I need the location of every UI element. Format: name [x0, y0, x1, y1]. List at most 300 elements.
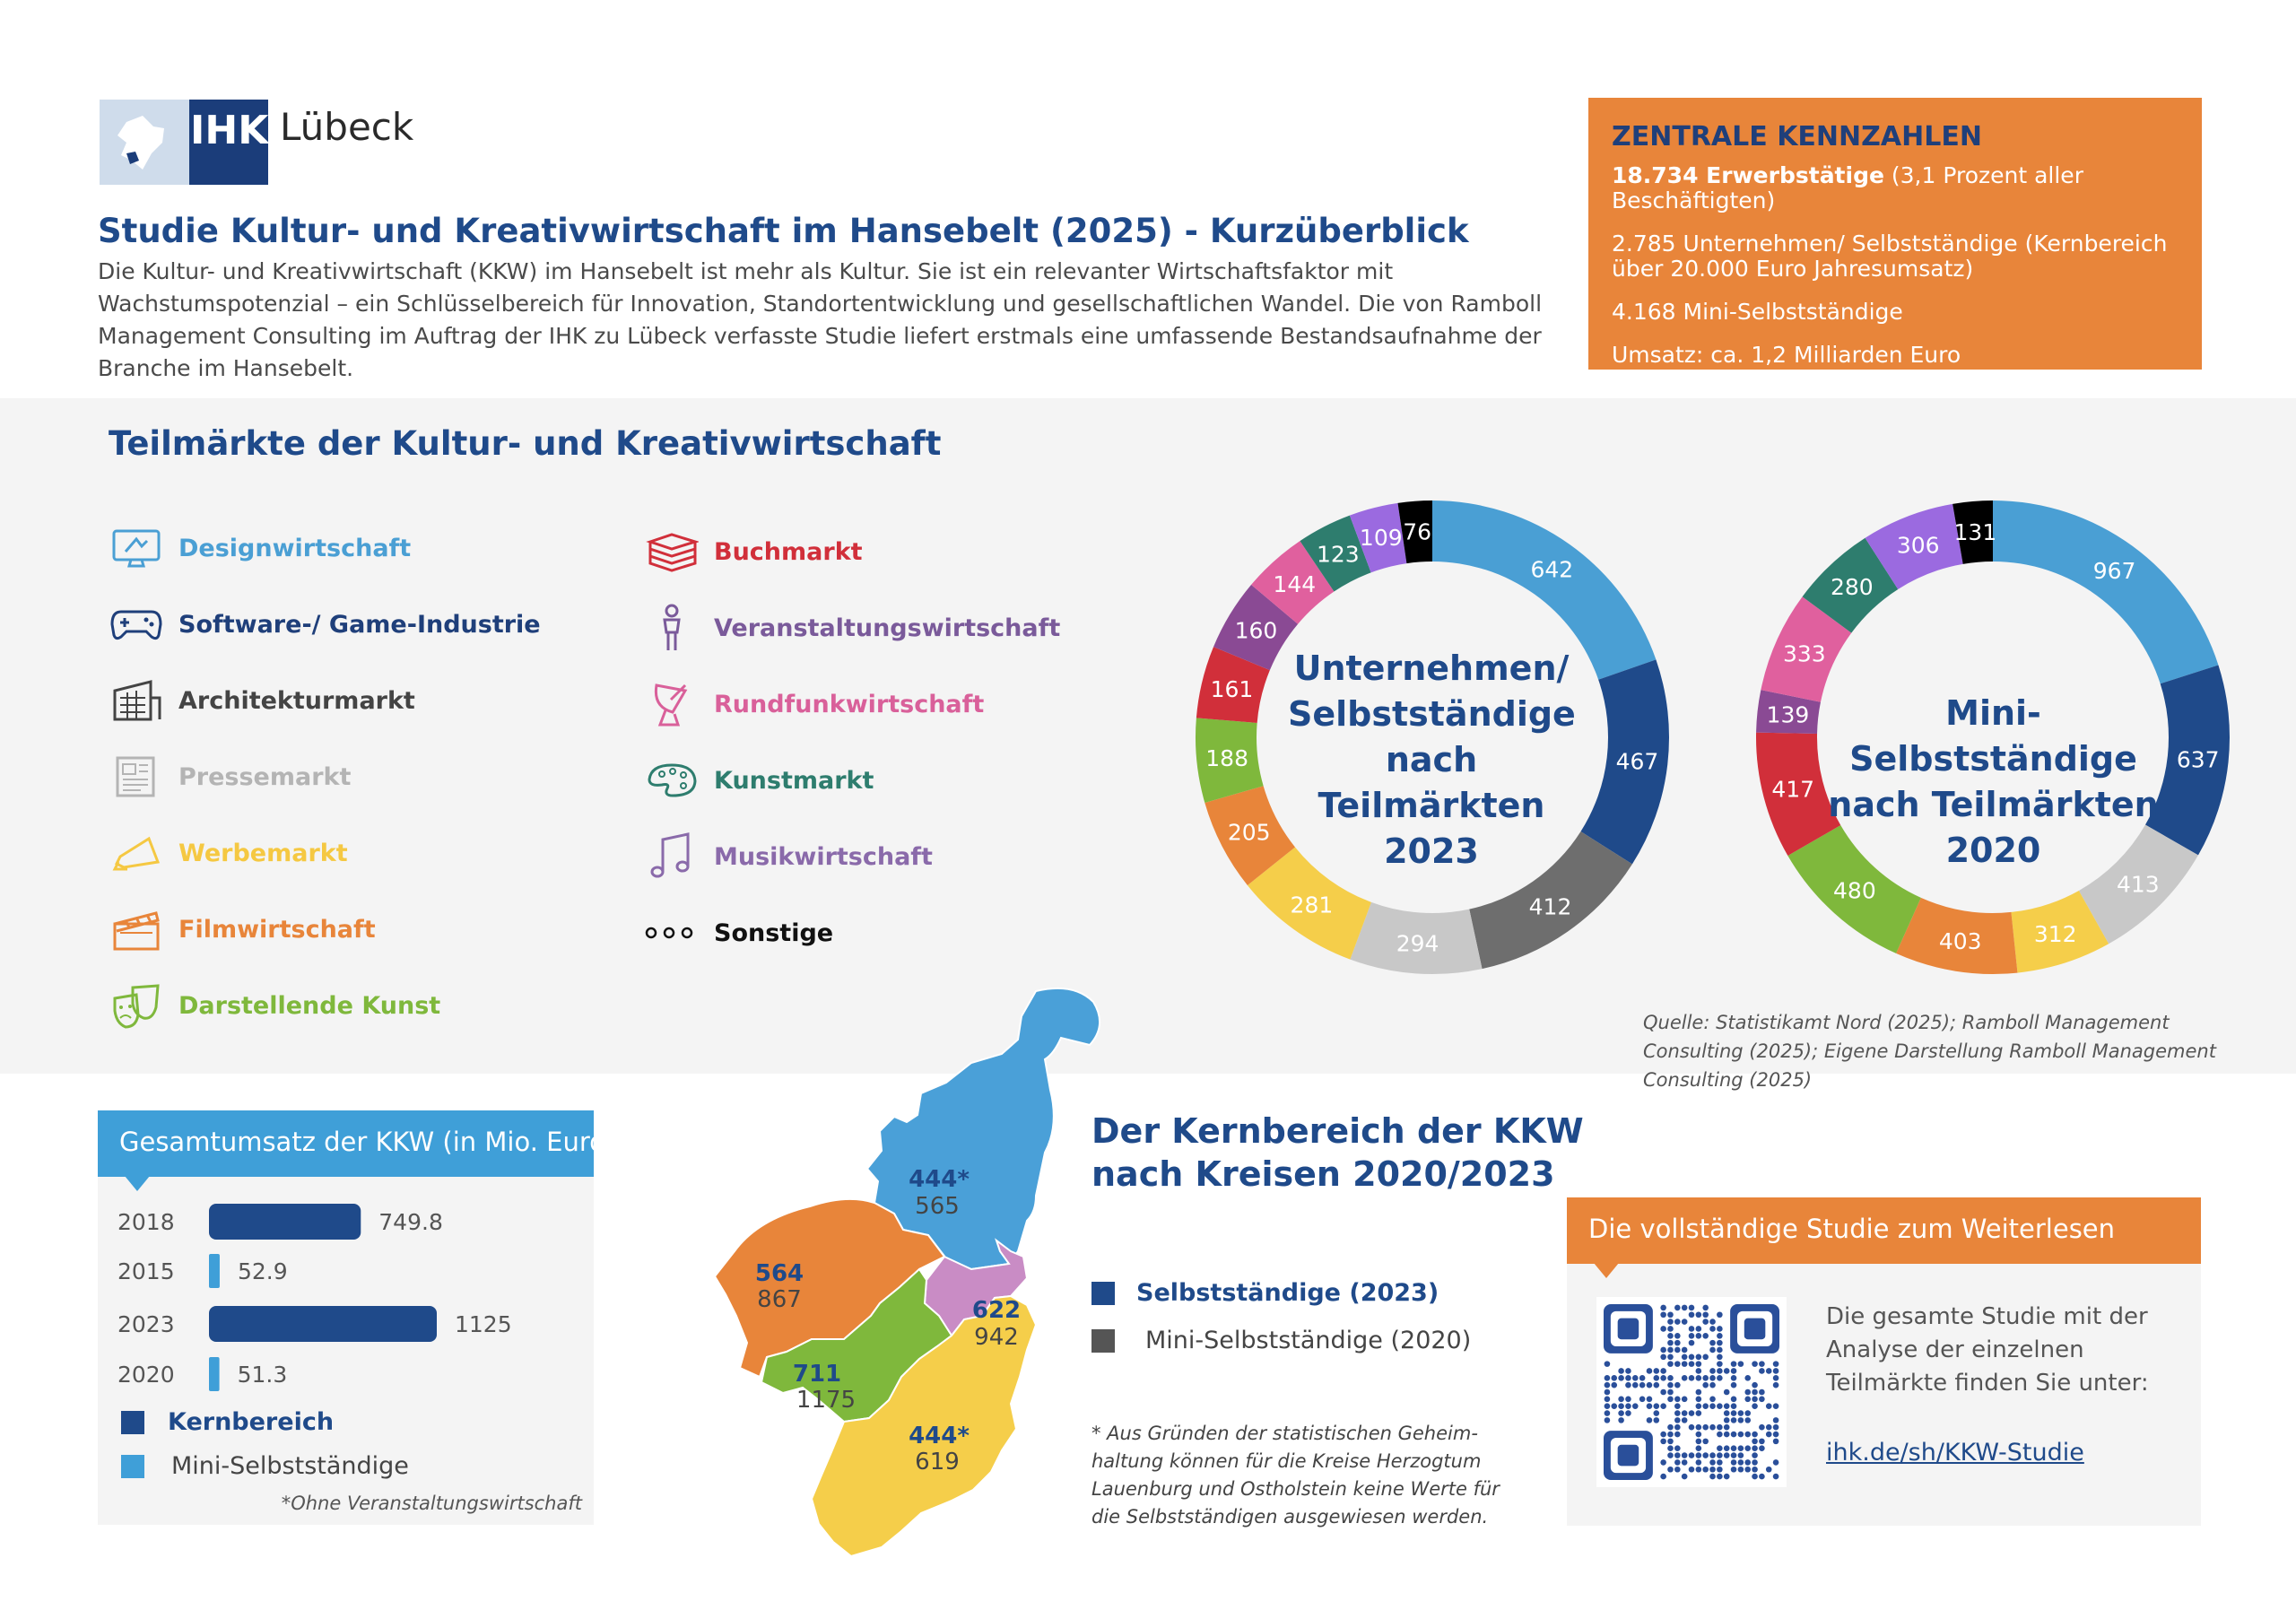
qr-module	[1702, 1305, 1709, 1311]
rev-value-3: 51.3	[237, 1362, 288, 1388]
map-legend-label-mini: Mini-Selbstständige (2020)	[1145, 1327, 1472, 1354]
qr-module	[1759, 1424, 1765, 1431]
revenue-legend-swatch-mini	[121, 1455, 144, 1478]
palette-icon	[644, 758, 700, 803]
qr-module	[1752, 1474, 1758, 1480]
donut-2-label-6: 417	[1771, 776, 1815, 803]
qr-module	[1674, 1333, 1681, 1339]
qr-module	[1632, 1403, 1639, 1409]
qr-module	[1717, 1445, 1723, 1451]
qr-module	[1618, 1403, 1624, 1409]
donut-2-label-3: 312	[2033, 921, 2077, 948]
qr-module	[1632, 1382, 1639, 1388]
qr-module	[1766, 1432, 1772, 1438]
qr-module	[1738, 1432, 1744, 1438]
rev-year-2: 2023	[117, 1311, 175, 1337]
qr-module	[1717, 1354, 1723, 1361]
qr-module	[1738, 1445, 1744, 1451]
qr-module	[1632, 1375, 1639, 1381]
qr-module	[1660, 1305, 1666, 1311]
qr-module	[1709, 1452, 1716, 1458]
qr-module	[1682, 1354, 1688, 1361]
qr-module	[1752, 1452, 1758, 1458]
donut-2-label-7: 139	[1766, 701, 1810, 728]
legend-item-broadcast	[644, 682, 1060, 727]
rev-year-3: 2020	[117, 1362, 175, 1388]
donut-1-label-11: 109	[1359, 525, 1403, 552]
map-value-lauenburg-2023: 444*	[909, 1423, 970, 1449]
qr-module	[1647, 1417, 1653, 1423]
legend-label-design: Designwirtschaft	[178, 534, 412, 562]
qr-module	[1682, 1375, 1688, 1381]
revenue-chart-title: Gesamtumsatz der KKW (in Mio. Euro)*	[98, 1110, 594, 1177]
qr-module	[1674, 1445, 1681, 1451]
qr-module	[1738, 1417, 1744, 1423]
rev-bar-0	[209, 1204, 361, 1240]
revenue-legend	[121, 1408, 409, 1480]
qr-module	[1667, 1319, 1674, 1325]
qr-module	[1724, 1368, 1730, 1374]
qr-module	[1759, 1368, 1765, 1374]
qr-module	[1752, 1389, 1758, 1396]
rev-value-0: 749.8	[378, 1209, 443, 1235]
qr-module	[1702, 1439, 1709, 1445]
qr-module	[1702, 1424, 1709, 1431]
qr-module	[1731, 1382, 1737, 1388]
qr-module	[1696, 1403, 1702, 1409]
qr-module	[1731, 1417, 1737, 1423]
qr-module	[1647, 1382, 1653, 1388]
donut-1-title	[1288, 646, 1575, 875]
qr-module	[1773, 1474, 1779, 1480]
qr-module	[1731, 1375, 1737, 1381]
qr-module	[1709, 1326, 1716, 1332]
qr-module	[1667, 1311, 1674, 1318]
qr-module	[1696, 1333, 1702, 1339]
qr-module	[1738, 1410, 1744, 1416]
qr-module	[1667, 1439, 1674, 1445]
qr-module	[1752, 1459, 1758, 1466]
qr-module	[1682, 1452, 1688, 1458]
rev-bar-2	[209, 1306, 437, 1342]
qr-module	[1689, 1361, 1695, 1367]
donut-2-title-line-1: Mini-Selbstständige	[1849, 693, 2137, 779]
qr-module	[1702, 1319, 1709, 1325]
qr-finder-top-left-center	[1618, 1319, 1639, 1340]
qr-module	[1752, 1382, 1758, 1388]
qr-module	[1759, 1439, 1765, 1445]
qr-module	[1731, 1397, 1737, 1403]
district-map	[659, 982, 1126, 1579]
qr-module	[1773, 1424, 1779, 1431]
qr-module	[1667, 1389, 1674, 1396]
qr-module	[1702, 1311, 1709, 1318]
qr-module	[1660, 1375, 1666, 1381]
donut-2-label-2: 413	[2116, 871, 2160, 898]
qr-module	[1709, 1382, 1716, 1388]
qr-module	[1605, 1382, 1611, 1388]
legend-label-broadcast: Rundfunkwirtschaft	[714, 690, 985, 718]
donut-2-label-0: 967	[2092, 558, 2136, 585]
revenue-legend-label-mini: Mini-Selbstständige	[171, 1452, 409, 1480]
qr-module	[1724, 1474, 1730, 1480]
qr-module	[1731, 1361, 1737, 1367]
qr-module	[1702, 1467, 1709, 1473]
qr-module	[1689, 1410, 1695, 1416]
qr-module	[1759, 1397, 1765, 1403]
qr-module	[1689, 1424, 1695, 1431]
qr-module	[1667, 1340, 1674, 1346]
legend-label-other: Sonstige	[714, 918, 834, 947]
legend-column-1	[109, 526, 541, 1028]
qr-module	[1702, 1403, 1709, 1409]
donut-2-label-10: 306	[1896, 532, 1940, 559]
qr-module	[1709, 1319, 1716, 1325]
donut-1-label-8: 160	[1234, 617, 1278, 644]
qr-module	[1682, 1319, 1688, 1325]
map-value-segeberg-2023: 564	[754, 1260, 804, 1287]
qr-module	[1618, 1410, 1624, 1416]
qr-module	[1731, 1467, 1737, 1473]
qr-module	[1689, 1375, 1695, 1381]
qr-module	[1674, 1452, 1681, 1458]
qr-module	[1717, 1474, 1723, 1480]
qr-module	[1667, 1354, 1674, 1361]
qr-module	[1759, 1361, 1765, 1367]
qr-module	[1689, 1305, 1695, 1311]
qr-module	[1696, 1439, 1702, 1445]
revenue-legend-item-mini	[121, 1452, 409, 1480]
qr-module	[1667, 1333, 1674, 1339]
qr-module	[1744, 1459, 1751, 1466]
qr-module	[1674, 1397, 1681, 1403]
qr-module	[1717, 1432, 1723, 1438]
map-legend-label-selfemployed: Selbstständige (2023)	[1136, 1279, 1439, 1307]
qr-module	[1773, 1375, 1779, 1381]
qr-module	[1702, 1452, 1709, 1458]
legend-item-art	[644, 758, 1060, 803]
qr-module	[1717, 1326, 1723, 1332]
qr-module	[1696, 1397, 1702, 1403]
dots-icon	[644, 910, 700, 955]
donut-1-title-line-4: 2023	[1384, 831, 1479, 871]
logo-ihk-text: IHK	[190, 108, 269, 153]
qr-module	[1696, 1326, 1702, 1332]
qr-module	[1702, 1333, 1709, 1339]
qr-module	[1773, 1459, 1779, 1466]
map-value-ostholstein-2020: 565	[915, 1193, 960, 1220]
qr-module	[1654, 1375, 1660, 1381]
map-footnote: * Aus Gründen der statistischen Geheim-haltung können für die Kreise Herzogtum Lauenburg und Ostholstein keine Werte für die Selbstständigen ausgewiesen werden.	[1091, 1423, 1500, 1528]
legend-label-books: Buchmarkt	[714, 537, 863, 566]
donut-1-label-0: 642	[1530, 556, 1574, 583]
legend-item-press	[109, 754, 541, 799]
donut-1-label-12: 76	[1403, 518, 1432, 545]
logo-city-text: Lübeck	[280, 105, 414, 149]
qr-module	[1654, 1403, 1660, 1409]
qr-module	[1674, 1347, 1681, 1354]
qr-module	[1618, 1397, 1624, 1403]
donut-2-title-line-2: nach Teilmärkten	[1828, 785, 2159, 824]
qr-module	[1674, 1340, 1681, 1346]
qr-module	[1625, 1410, 1631, 1416]
donut-2-label-1: 637	[2176, 746, 2220, 773]
map-value-lauenburg-2020: 619	[915, 1449, 960, 1475]
legend-label-software: Software-/ Game-Industrie	[178, 610, 541, 639]
qr-module	[1724, 1445, 1730, 1451]
qr-module	[1709, 1459, 1716, 1466]
donut-2-label-11: 131	[1953, 518, 1997, 545]
qr-module	[1731, 1432, 1737, 1438]
qr-module	[1752, 1439, 1758, 1445]
qr-module	[1667, 1397, 1674, 1403]
qr-module	[1724, 1417, 1730, 1423]
qr-module	[1618, 1368, 1624, 1374]
qr-code-icon	[1596, 1297, 1787, 1487]
qr-module	[1709, 1368, 1716, 1374]
qr-module	[1682, 1459, 1688, 1466]
qr-module	[1689, 1340, 1695, 1346]
rev-year-1: 2015	[117, 1258, 175, 1284]
map-value-luebeck-2020: 942	[974, 1324, 1019, 1351]
donut-2-label-8: 333	[1783, 640, 1826, 667]
qr-module	[1773, 1432, 1779, 1438]
qr-module	[1696, 1311, 1702, 1318]
qr-module	[1689, 1467, 1695, 1473]
qr-module	[1696, 1354, 1702, 1361]
qr-module	[1605, 1410, 1611, 1416]
qr-module	[1660, 1439, 1666, 1445]
qr-module	[1744, 1445, 1751, 1451]
qr-module	[1724, 1410, 1730, 1416]
qr-module	[1752, 1445, 1758, 1451]
donut-1-label-1: 467	[1615, 748, 1659, 775]
qr-module	[1682, 1305, 1688, 1311]
logo-map-icon	[100, 100, 189, 185]
donut-1-title-line-1: Unternehmen/	[1293, 648, 1570, 688]
qr-module	[1724, 1424, 1730, 1431]
map-legend-swatch-selfemployed	[1091, 1282, 1115, 1305]
qr-module	[1752, 1403, 1758, 1409]
qr-module	[1667, 1424, 1674, 1431]
map-value-stormarn-2020: 1175	[796, 1387, 857, 1414]
legend-label-art: Kunstmarkt	[714, 766, 874, 795]
qr-module	[1752, 1432, 1758, 1438]
donut-1-label-7: 161	[1210, 676, 1254, 703]
qr-module	[1660, 1354, 1666, 1361]
qr-module	[1744, 1410, 1751, 1416]
donut-2-title	[1821, 691, 2166, 874]
qr-module	[1709, 1340, 1716, 1346]
qr-module	[1696, 1424, 1702, 1431]
qr-module	[1696, 1410, 1702, 1416]
qr-module	[1773, 1368, 1779, 1374]
map-legend-swatch-mini	[1091, 1329, 1115, 1353]
qr-module	[1667, 1326, 1674, 1332]
qr-module	[1667, 1375, 1674, 1381]
qr-module	[1654, 1382, 1660, 1388]
qr-module	[1773, 1403, 1779, 1409]
map-value-ostholstein-2023: 444*	[909, 1166, 970, 1193]
qr-module	[1717, 1459, 1723, 1466]
kpi-employees-note: (3,1 Prozent aller Beschäftigten)	[1612, 162, 2083, 213]
kpi-employees	[1612, 163, 2179, 213]
qr-module	[1674, 1410, 1681, 1416]
qr-module	[1639, 1397, 1646, 1403]
study-link[interactable]: ihk.de/sh/KKW-Studie	[1826, 1439, 2084, 1467]
qr-module	[1717, 1333, 1723, 1339]
map-title-line-1: Der Kernbereich der KKW	[1091, 1111, 1584, 1151]
legend-label-advertising: Werbemarkt	[178, 839, 348, 867]
qr-module	[1689, 1326, 1695, 1332]
qr-module	[1696, 1361, 1702, 1367]
qr-module	[1625, 1397, 1631, 1403]
legend-item-books	[644, 529, 1060, 574]
qr-module	[1752, 1467, 1758, 1473]
qr-module	[1731, 1445, 1737, 1451]
qr-module	[1744, 1397, 1751, 1403]
qr-module	[1696, 1452, 1702, 1458]
kpi-revenue: Umsatz: ca. 1,2 Milliarden Euro	[1612, 342, 1961, 368]
rev-bar-3	[209, 1357, 220, 1391]
qr-code[interactable]	[1596, 1297, 1787, 1487]
qr-module	[1674, 1432, 1681, 1438]
qr-module	[1696, 1459, 1702, 1466]
qr-module	[1667, 1382, 1674, 1388]
qr-module	[1702, 1354, 1709, 1361]
qr-module	[1625, 1403, 1631, 1409]
legend-label-architecture: Architekturmarkt	[178, 686, 415, 715]
qr-module	[1709, 1375, 1716, 1381]
qr-module	[1773, 1417, 1779, 1423]
qr-module	[1625, 1368, 1631, 1374]
qr-module	[1674, 1459, 1681, 1466]
qr-module	[1773, 1439, 1779, 1445]
qr-module	[1611, 1382, 1617, 1388]
qr-module	[1738, 1467, 1744, 1473]
legend-label-film: Filmwirtschaft	[178, 915, 376, 944]
monitor-icon	[109, 526, 164, 570]
source-note: Quelle: Statistikamt Nord (2025); Ramboll Management Consulting (2025); Eigene Darstellung Ramboll Management Consulting (2025)	[1643, 1012, 2216, 1091]
qr-module	[1759, 1389, 1765, 1396]
qr-module	[1696, 1375, 1702, 1381]
qr-module	[1752, 1397, 1758, 1403]
qr-module	[1709, 1397, 1716, 1403]
qr-module	[1717, 1467, 1723, 1473]
qr-module	[1773, 1361, 1779, 1367]
qr-module	[1731, 1459, 1737, 1466]
donut-1-label-3: 294	[1396, 930, 1439, 957]
donut-1-label-5: 205	[1227, 819, 1271, 846]
legend-item-film	[109, 907, 541, 952]
revenue-bar-chart	[98, 1177, 594, 1410]
qr-module	[1717, 1452, 1723, 1458]
qr-module	[1709, 1474, 1716, 1480]
qr-module	[1667, 1467, 1674, 1473]
qr-module	[1717, 1361, 1723, 1367]
qr-module	[1731, 1368, 1737, 1374]
qr-module	[1689, 1354, 1695, 1361]
qr-module	[1647, 1403, 1653, 1409]
legend-item-performing-arts	[109, 983, 541, 1028]
revenue-legend-label-core: Kernbereich	[168, 1408, 335, 1436]
qr-module	[1766, 1403, 1772, 1409]
qr-module	[1674, 1417, 1681, 1423]
qr-module	[1654, 1410, 1660, 1416]
qr-module	[1717, 1403, 1723, 1409]
map-value-segeberg-2020: 867	[757, 1286, 802, 1313]
qr-module	[1738, 1452, 1744, 1458]
page-title: Studie Kultur- und Kreativwirtschaft im Hansebelt (2025) - Kurzüberblick	[98, 212, 1469, 250]
qr-module	[1639, 1382, 1646, 1388]
qr-module	[1667, 1361, 1674, 1367]
qr-module	[1731, 1403, 1737, 1409]
qr-module	[1717, 1311, 1723, 1318]
qr-module	[1647, 1368, 1653, 1374]
donut-1-label-9: 144	[1273, 570, 1317, 597]
rev-value-2: 1125	[455, 1311, 512, 1337]
qr-finder-top-right-center	[1744, 1319, 1766, 1340]
kpi-companies: 2.785 Unternehmen/ Selbstständige (Kernbereich über 20.000 Euro Jahresumsatz)	[1612, 231, 2168, 282]
kpi-mini: 4.168 Mini-Selbstständige	[1612, 299, 1903, 325]
qr-module	[1625, 1382, 1631, 1388]
legend-item-software	[109, 602, 541, 647]
qr-module	[1660, 1474, 1666, 1480]
qr-module	[1625, 1375, 1631, 1381]
donut-1-title-line-2: Selbstständige	[1288, 694, 1576, 734]
qr-module	[1766, 1424, 1772, 1431]
qr-module	[1731, 1452, 1737, 1458]
qr-module	[1717, 1368, 1723, 1374]
qr-module	[1696, 1432, 1702, 1438]
qr-module	[1689, 1333, 1695, 1339]
revenue-legend-item-core	[121, 1408, 409, 1436]
satellite-dish-icon	[644, 682, 700, 727]
revenue-footnote: *Ohne Veranstaltungswirtschaft	[281, 1493, 582, 1514]
qr-module	[1667, 1347, 1674, 1354]
qr-module	[1639, 1375, 1646, 1381]
qr-finder-bottom-left-center	[1618, 1445, 1639, 1467]
qr-module	[1605, 1375, 1611, 1381]
qr-module	[1605, 1403, 1611, 1409]
qr-module	[1717, 1424, 1723, 1431]
qr-module	[1709, 1467, 1716, 1473]
qr-module	[1682, 1397, 1688, 1403]
key-figures-title: ZENTRALE KENNZAHLEN	[1612, 121, 1982, 152]
qr-module	[1744, 1389, 1751, 1396]
qr-module	[1667, 1445, 1674, 1451]
qr-module	[1618, 1375, 1624, 1381]
revenue-legend-swatch-core	[121, 1411, 144, 1434]
qr-module	[1709, 1424, 1716, 1431]
qr-module	[1744, 1432, 1751, 1438]
qr-module	[1611, 1403, 1617, 1409]
map-title	[1091, 1110, 1584, 1196]
legend-label-music: Musikwirtschaft	[714, 842, 933, 871]
donut-1-label-4: 281	[1290, 892, 1334, 918]
newspaper-icon	[109, 754, 164, 799]
qr-module	[1717, 1347, 1723, 1354]
legend-item-architecture	[109, 678, 541, 723]
legend-item-other	[644, 910, 1060, 955]
qr-module	[1674, 1361, 1681, 1367]
qr-module	[1696, 1445, 1702, 1451]
map-title-line-2: nach Kreisen 2020/2023	[1091, 1154, 1555, 1194]
donut-2-title-line-3: 2020	[1945, 831, 2041, 870]
qr-module	[1766, 1368, 1772, 1374]
map-legend	[1091, 1279, 1471, 1354]
donut-2-label-4: 403	[1938, 928, 1982, 955]
